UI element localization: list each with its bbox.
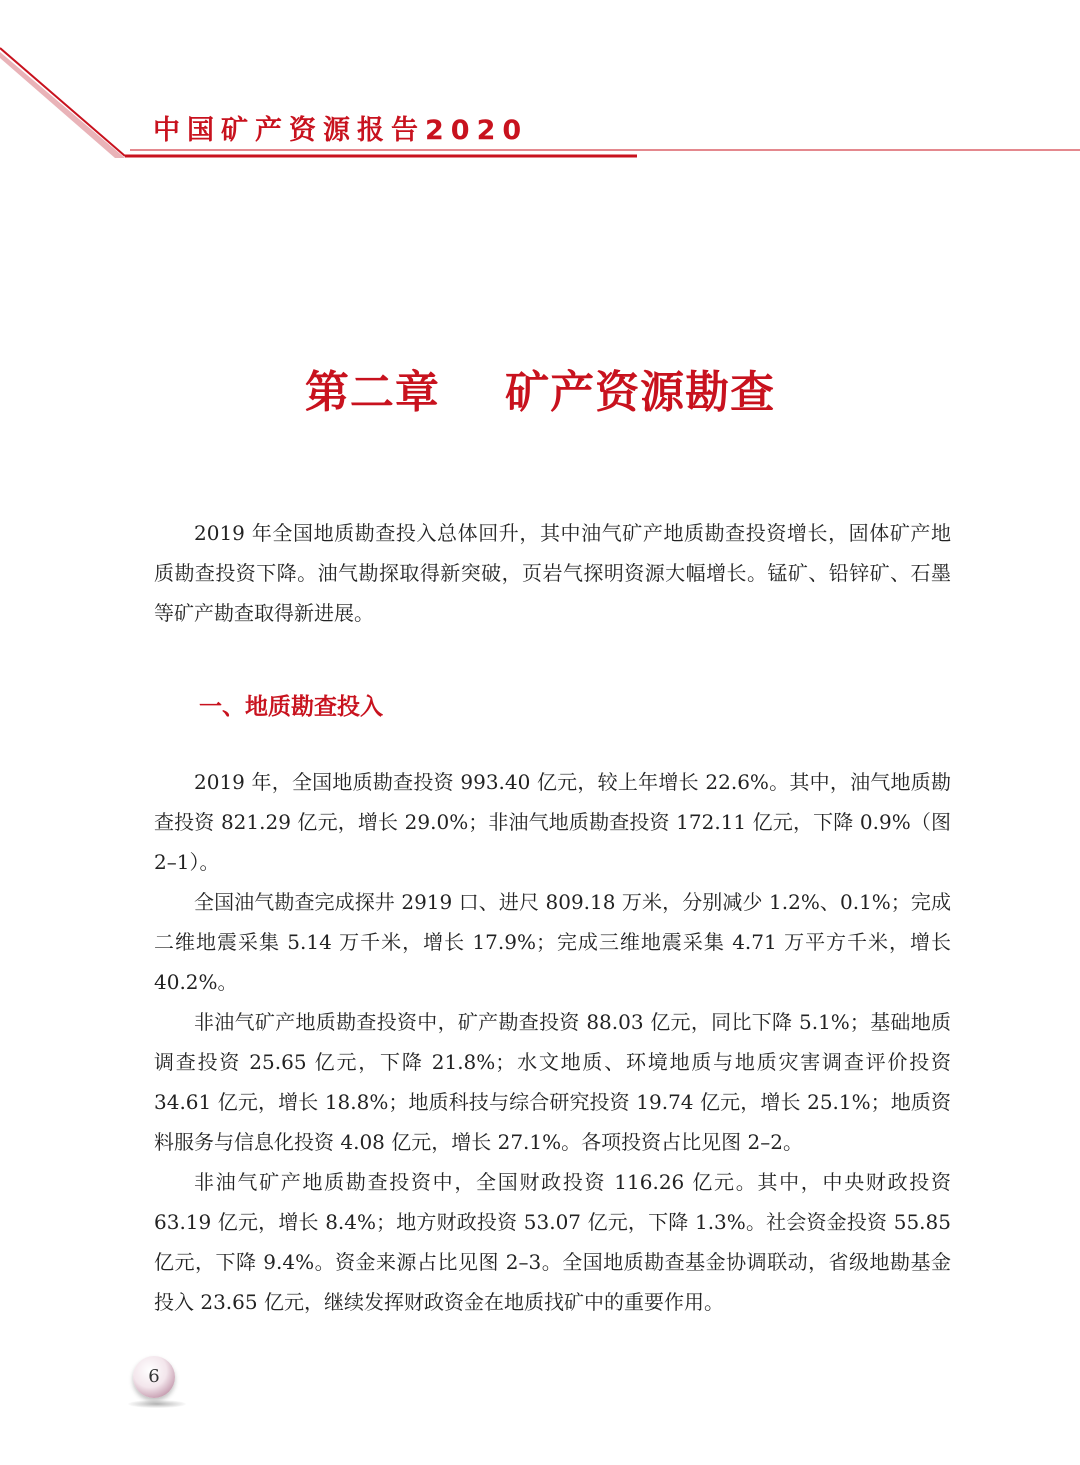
body-paragraph: 全国油气勘查完成探井 2919 口、进尺 809.18 万米，分别减少 1.2%、0.1%；完成二维地震采集 5.14 万千米，增长 17.9%；完成三维地震采集 4.71 万平方千米，增长 40.2%。: [154, 890, 951, 994]
page-number-shadow: [128, 1400, 186, 1408]
body-paragraph: 非油气矿产地质勘查投资中，矿产勘查投资 88.03 亿元，同比下降 5.1%；基础地质调查投资 25.65 亿元，下降 21.8%；水文地质、环境地质与地质灾害调查评价投资 34.61 亿元，增长 18.8%；地质科技与综合研究投资 19.74 亿元，增长 25.1%；地质资料服务与信息化投资 4.08 亿元，增长 27.1%。各项投资占比见图 2–2。: [154, 1010, 951, 1154]
report-title: 中国矿产资源报告2020: [153, 115, 529, 146]
section-heading: 一、地质勘查投入: [199, 694, 383, 720]
intro-paragraph: 2019 年全国地质勘查投入总体回升，其中油气矿产地质勘查投资增长，固体矿产地质勘查投资下降。油气勘探取得新突破，页岩气探明资源大幅增长。锰矿、铅锌矿、石墨等矿产勘查取得新进展。: [154, 521, 951, 625]
body-paragraph: 非油气矿产地质勘查投资中，全国财政投资 116.26 亿元。其中，中央财政投资 63.19 亿元，增长 8.4%；地方财政投资 53.07 亿元，下降 1.3%。社会资金投资 55.85 亿元，下降 9.4%。资金来源占比见图 2–3。全国地质勘查基金协调联动，省级地勘基金投入 23.65 亿元，继续发挥财政资金在地质找矿中的重要作用。: [154, 1170, 951, 1314]
header-decoration: [0, 0, 1080, 180]
body-paragraph: 2019 年，全国地质勘查投资 993.40 亿元，较上年增长 22.6%。其中，油气地质勘查投资 821.29 亿元，增长 29.0%；非油气地质勘查投资 172.11 亿元，下降 0.9%（图 2–1）。: [154, 770, 951, 874]
header-diagonal-line: [0, 48, 125, 156]
header-diagonal-band: [0, 52, 125, 158]
chapter-title: 第二章 矿产资源勘查: [304, 367, 776, 418]
page-number-badge: [133, 1356, 175, 1398]
page-number: 6: [148, 1366, 160, 1387]
